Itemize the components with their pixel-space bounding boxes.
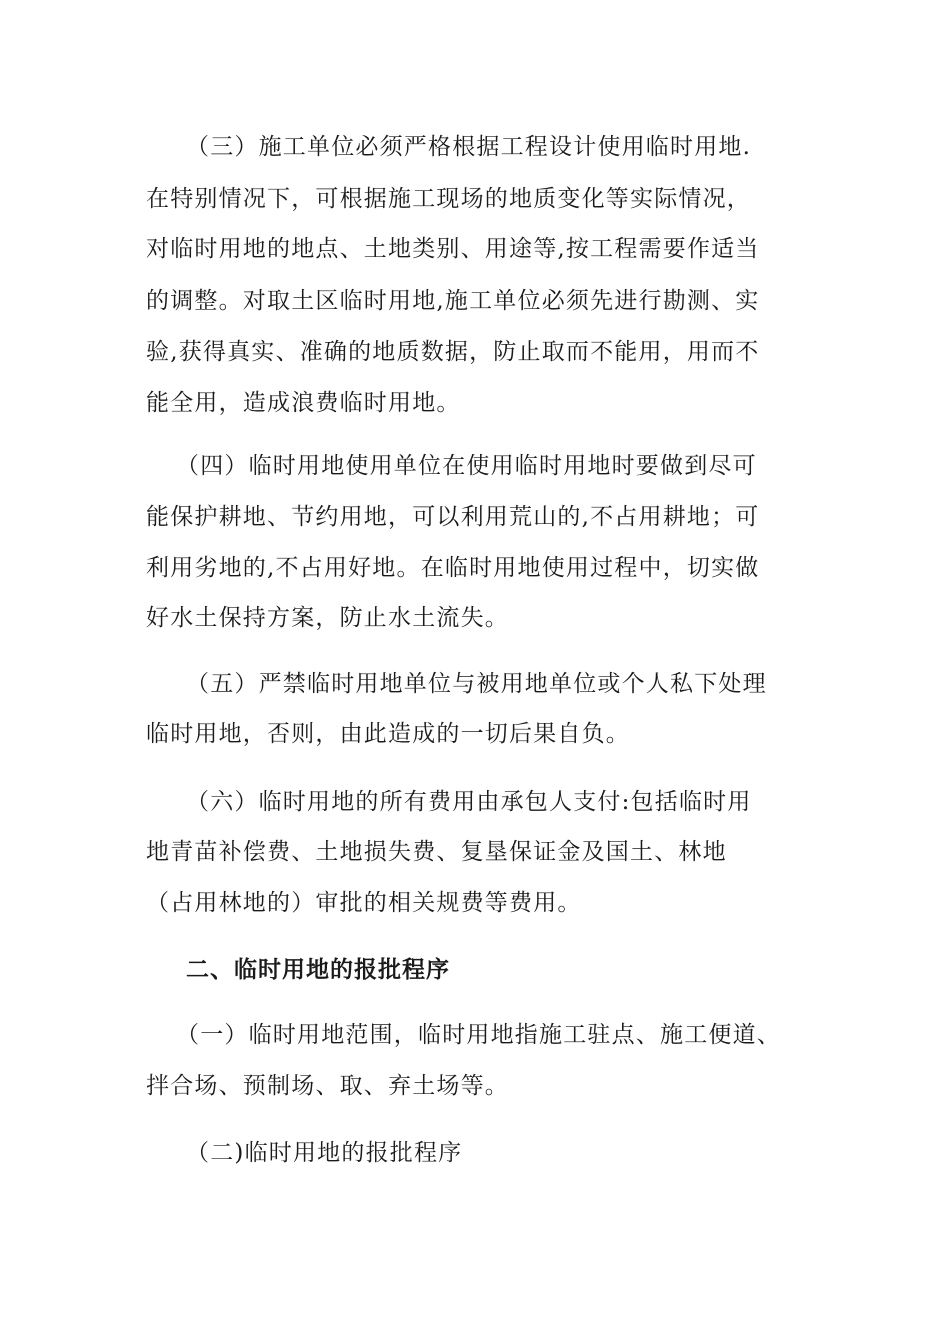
paragraph-4-line-3: 利用劣地的,不占用好地。在临时用地使用过程中，切实做: [146, 555, 760, 581]
paragraph-5-line-1: （五）严禁临时用地单位与被用地单位或个人私下处理: [186, 671, 767, 697]
paragraph-3-line-4: 的调整。对取土区临时用地,施工单位必须先进行勘测、实: [146, 288, 760, 314]
paragraph-3-line-2: 在特别情况下，可根据施工现场的地质变化等实际情况，: [146, 186, 751, 212]
paragraph-4-line-2: 能保护耕地、节约用地，可以利用荒山的,不占用耕地；可: [146, 504, 760, 530]
paragraph-3-line-1: （三）施工单位必须严格根据工程设计使用临时用地.: [186, 134, 752, 160]
subsection-2-title: （二)临时用地的报批程序: [186, 1140, 463, 1166]
paragraph-3-line-6: 能全用，造成浪费临时用地。: [146, 390, 461, 416]
subsection-1-line-2: 拌合场、预制场、取、弃土场等。: [146, 1073, 509, 1099]
paragraph-6-line-1: （六）临时用地的所有费用由承包人支付:包括临时用: [186, 789, 752, 815]
paragraph-3-line-3: 对临时用地的地点、土地类别、用途等,按工程需要作适当: [146, 236, 760, 262]
paragraph-4-line-1: （四）临时用地使用单位在使用临时用地时要做到尽可: [176, 453, 757, 479]
paragraph-6-line-2: 地青苗补偿费、土地损失费、复垦保证金及国土、林地: [146, 839, 727, 865]
paragraph-5-line-2: 临时用地，否则，由此造成的一切后果自负。: [146, 721, 630, 747]
subsection-1-line-1: （一）临时用地范围，临时用地指施工驻点、施工便道、: [176, 1022, 781, 1048]
paragraph-3-line-5: 验,获得真实、准确的地质数据，防止取而不能用，用而不: [146, 339, 760, 365]
section-2-heading: 二、临时用地的报批程序: [186, 957, 450, 983]
paragraph-4-line-4: 好水土保持方案，防止水土流失。: [146, 605, 509, 631]
paragraph-6-line-3: （占用林地的）审批的相关规费等费用。: [146, 890, 582, 916]
